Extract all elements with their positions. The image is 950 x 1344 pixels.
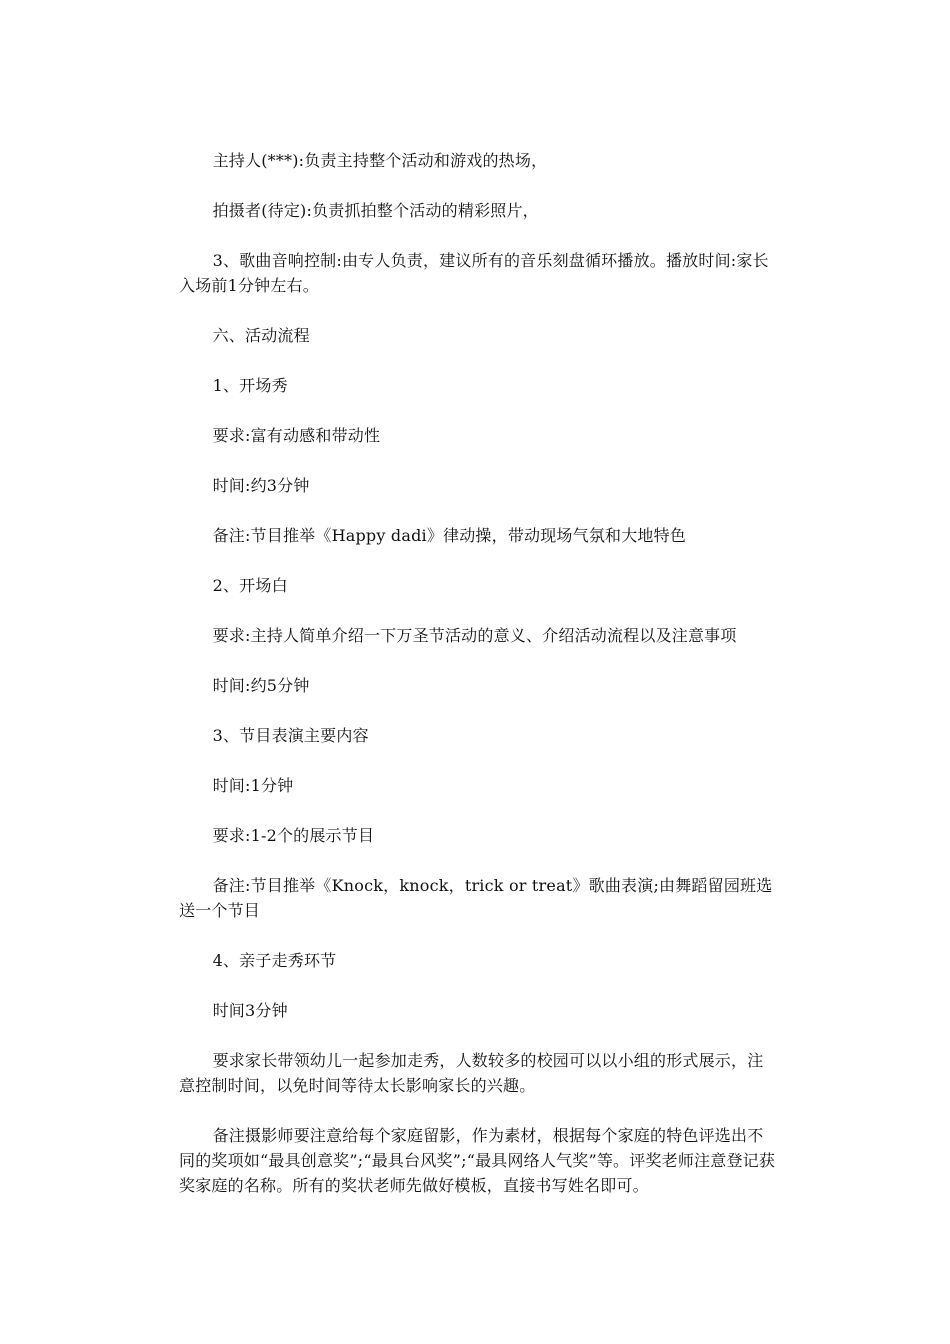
document-body [179,148,779,1223]
paragraph-walk-note: 备注摄影师要注意给每个家庭留影，作为素材，根据每个家庭的特色评选出不同的奖项如“最具创意奖”;“最具台风奖”;“最具网络人气奖”等。评奖老师注意登记获奖家庭的名称。所有的奖状老师先做好模板，直接书写姓名即可。 [179,1126,776,1195]
paragraph-opening-show-note: 备注:节目推举《Happy dadi》律动操，带动现场气氛和大地特色 [212,526,687,545]
section-heading-activity-flow: 六、活动流程 [212,326,310,345]
paragraph-photographer: 拍摄者(待定):负责抓拍整个活动的精彩照片， [212,201,539,220]
paragraph-performance-requirement: 要求:1-2个的展示节目 [212,826,375,845]
paragraph-performance-note: 备注:节目推举《Knock，knock，trick or treat》歌曲表演;由舞蹈留园班选送一个节目 [179,876,773,920]
item-heading-parent-child-walk: 4、亲子走秀环节 [212,951,337,970]
item-heading-opening-remarks: 2、开场白 [212,576,288,595]
item-heading-opening-show: 1、开场秀 [212,376,288,395]
paragraph-opening-show-requirement: 要求:富有动感和带动性 [212,426,381,445]
item-heading-performance: 3、节目表演主要内容 [212,726,369,745]
paragraph-performance-time: 时间:1分钟 [212,776,294,795]
paragraph-audio-control: 3、歌曲音响控制:由专人负责，建议所有的音乐刻盘循环播放。播放时间:家长入场前1分钟左右。 [179,251,769,295]
paragraph-opening-remarks-requirement: 要求:主持人简单介绍一下万圣节活动的意义、介绍活动流程以及注意事项 [212,626,737,645]
paragraph-opening-remarks-time: 时间:约5分钟 [212,676,310,695]
paragraph-walk-time: 时间3分钟 [212,1001,288,1020]
paragraph-walk-requirement: 要求家长带领幼儿一起参加走秀，人数较多的校园可以以小组的形式展示，注意控制时间，以免时间等待太长影响家长的兴趣。 [179,1051,764,1095]
paragraph-host: 主持人(***):负责主持整个活动和游戏的热场， [212,151,548,170]
paragraph-opening-show-time: 时间:约3分钟 [212,476,310,495]
